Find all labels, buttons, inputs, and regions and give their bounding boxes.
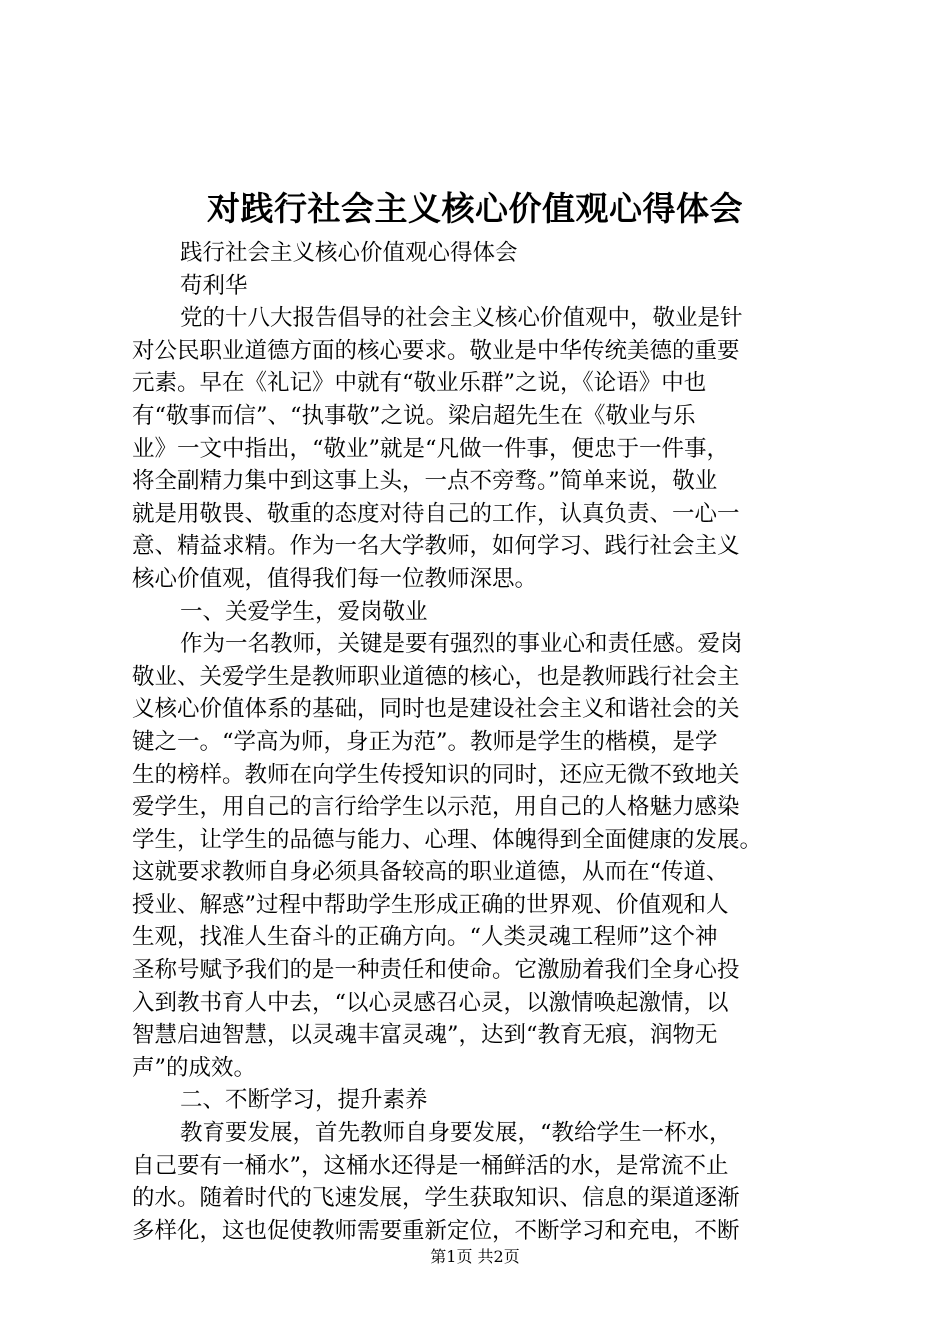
text-line: 键之一。“学高为师，身正为范”。教师是学生的楷模，是学 <box>132 728 718 755</box>
text-line: 圣称号赋予我们的是一种责任和使命。它激励着我们全身心投 <box>132 957 740 984</box>
text-line: 生的榜样。教师在向学生传授知识的同时，还应无微不致地关 <box>132 761 740 788</box>
text-line: 的水。随着时代的飞速发展，学生获取知识、信息的渠道逐渐 <box>132 1185 740 1212</box>
text-line: 意、精益求精。作为一名大学教师，如何学习、践行社会主义 <box>132 533 740 560</box>
text-line: 这就要求教师自身必须具备较高的职业道德，从而在“传道、 <box>132 859 729 886</box>
document-title: 对践行社会主义核心价值观心得体会 <box>207 189 743 228</box>
text-line: 入到教书育人中去，“以心灵感召心灵，以激情唤起激情，以 <box>132 989 729 1016</box>
document-body <box>132 237 832 1247</box>
text-line: 学生，让学生的品德与能力、心理、体魄得到全面健康的发展。 <box>132 826 763 853</box>
text-line: 有“敬事而信”、“执事敬”之说。梁启超先生在《敬业与乐 <box>132 402 696 429</box>
text-line: 智慧启迪智慧，以灵魂丰富灵魂”，达到“教育无痕，润物无 <box>132 1022 718 1049</box>
text-line: 苟利华 <box>180 272 248 299</box>
text-line: 多样化，这也促使教师需要重新定位，不断学习和充电，不断 <box>132 1217 740 1244</box>
text-line: 声”的成效。 <box>132 1054 257 1081</box>
text-line: 业》一文中指出，“敬业”就是“凡做一件事，便忠于一件事， <box>132 435 730 462</box>
text-line: 义核心价值体系的基础，同时也是建设社会主义和谐社会的关 <box>132 696 740 723</box>
text-line: 核心价值观，值得我们每一位教师深思。 <box>132 565 538 592</box>
page-footer: 第1页 共2页 <box>430 1247 520 1266</box>
text-line: 教育要发展，首先教师自身要发展，“教给学生一杯水， <box>180 1120 732 1147</box>
text-line: 爱学生，用自己的言行给学生以示范，用自己的人格魅力感染 <box>132 794 740 821</box>
text-line: 二、不断学习，提升素养 <box>180 1087 428 1114</box>
text-line: 元素。早在《礼记》中就有“敬业乐群”之说，《论语》中也 <box>132 370 707 397</box>
text-line: 将全副精力集中到这事上头，一点不旁骛。”简单来说，敬业 <box>132 468 718 495</box>
text-line: 自己要有一桶水”，这桶水还得是一桶鲜活的水，是常流不止 <box>132 1152 729 1179</box>
text-line: 敬业、关爱学生是教师职业道德的核心，也是教师践行社会主 <box>132 663 740 690</box>
text-line: 就是用敬畏、敬重的态度对待自己的工作，认真负责、一心一 <box>132 500 740 527</box>
text-line: 一、关爱学生，爱岗敬业 <box>180 598 428 625</box>
text-line: 作为一名教师，关键是要有强烈的事业心和责任感。爱岗 <box>180 631 743 658</box>
text-line: 践行社会主义核心价值观心得体会 <box>180 240 518 266</box>
text-line: 党的十八大报告倡导的社会主义核心价值观中，敬业是针 <box>180 305 743 332</box>
text-line: 对公民职业道德方面的核心要求。敬业是中华传统美德的重要 <box>132 337 740 364</box>
text-line: 授业、解惑”过程中帮助学生形成正确的世界观、价值观和人 <box>132 891 729 918</box>
text-line: 生观，找准人生奋斗的正确方向。“人类灵魂工程师”这个神 <box>132 924 718 951</box>
